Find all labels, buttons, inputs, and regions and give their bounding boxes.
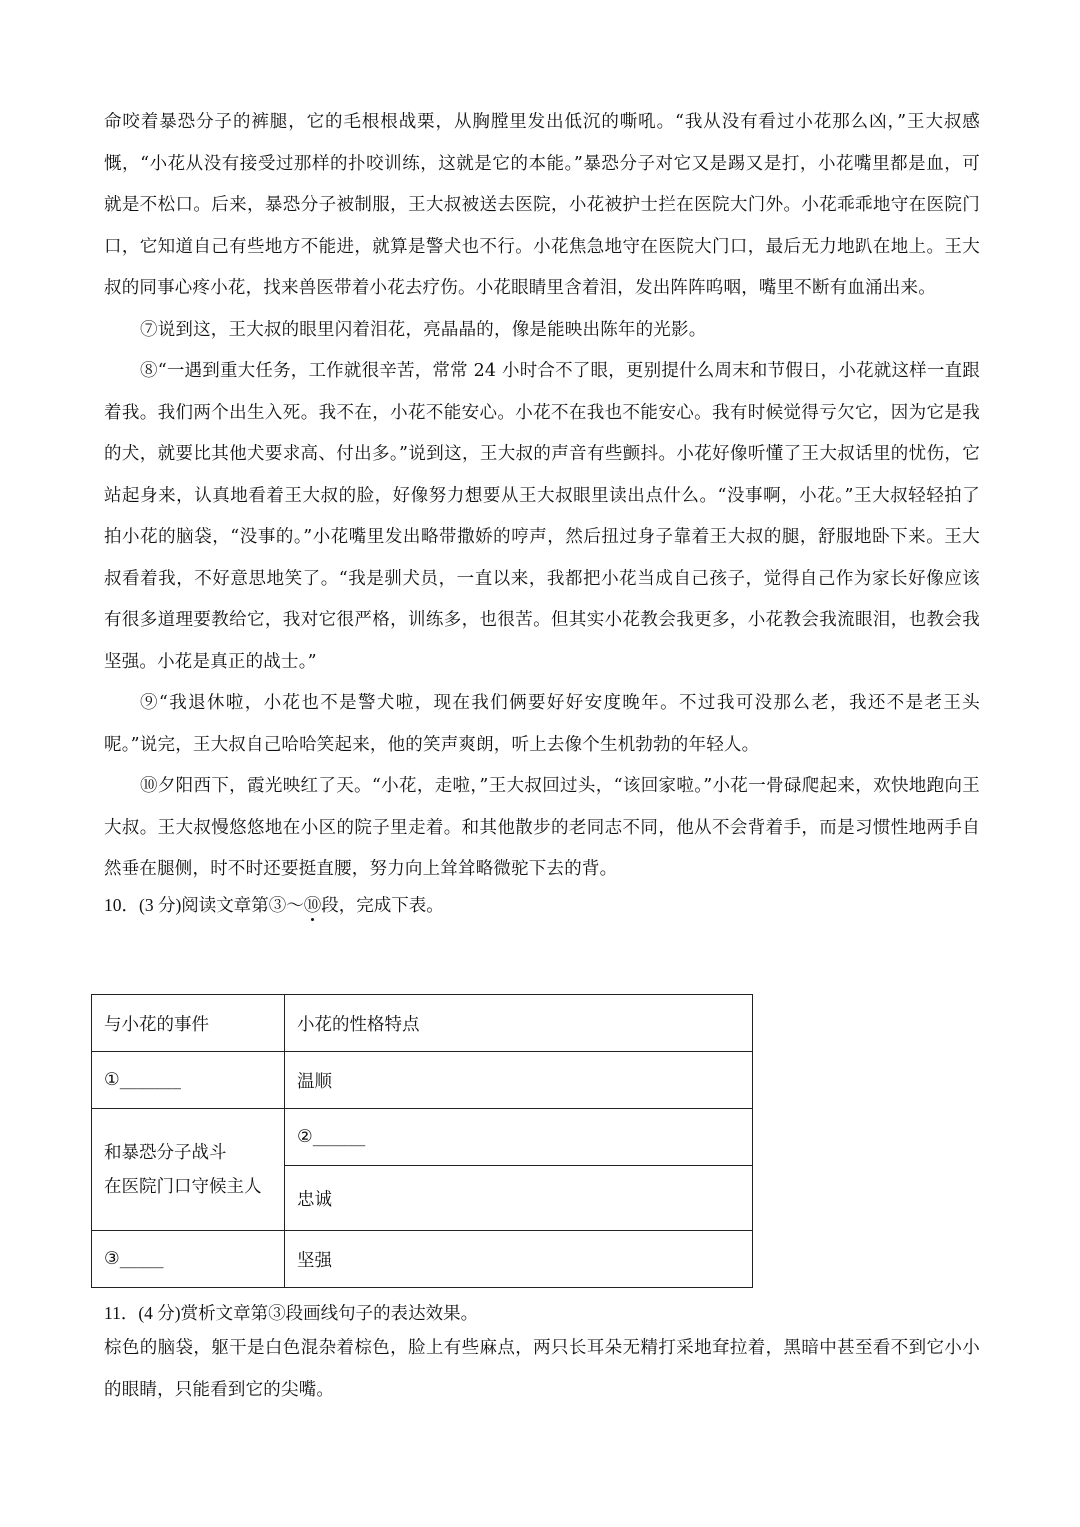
paragraph-6-continued: 命咬着暴恐分子的裤腿，它的毛根根战栗，从胸膛里发出低沉的嘶吼。“我从没有看过小花那么凶，”王大叔感慨，“小花从没有接受过那样的扑咬训练，这就是它的本能。”暴恐分子对它又是踢又是打，小花嘴里都是血，可就是不松口。后来，暴恐分子被制服，王大叔被送去医院，小花被护士拦在医院大门外。小花乖乖地守在医院门口，它知道自己有些地方不能进，就算是警犬也不行。小花焦急地守在医院大门口，最后无力地趴在地上。王大叔的同事心疼小花，找来兽医带着小花去疗伤。小花眼睛里含着泪，发出阵阵呜咽，嘴里不断有血涌出来。 (104, 112, 980, 298)
paragraph-10: ⑩夕阳西下，霞光映红了天。“小花，走啦，”王大叔回过头，“该回家啦。”小花一骨碌爬起来，欢快地跑向王大叔。王大叔慢悠悠地在小区的院子里走着。和其他散步的老同志不同，他从不会背着手，而是习惯性地两手自然垂在腿侧，时不时还要挺直腰，努力向上耸耸略微驼下去的背。 (104, 776, 980, 879)
table-row (92, 1109, 753, 1166)
question-11-title: 11．(4 分)赏析文章第③段画线句子的表达效果。 (104, 1303, 479, 1323)
header-event: 与小花的事件 (92, 995, 285, 1052)
question-10-prefix: 10．(3 分)阅读文章第③～ (104, 894, 304, 915)
trait-3: 坚强 (285, 1231, 753, 1288)
paragraph-8: ⑧“一遇到重大任务，工作就很辛苦，常常 24 小时合不了眼，更别提什么周末和节假日，小花就这样一直跟着我。我们两个出生入死。我不在，小花不能安心。小花不在我也不能安心。我有时候觉得亏欠它，因为它是我的犬，就要比其他犬要求高、付出多。”说到这，王大叔的声音有些颤抖。小花好像听懂了王大叔话里的忧伤，它站起身来，认真地看着王大叔的脸，好像努力想要从王大叔眼里读出点什么。“没事啊，小花。”王大叔轻轻拍了拍小花的脑袋，“没事的。”小花嘴里发出略带撒娇的哼声，然后扭过身子靠着王大叔的腿，舒服地卧下来。王大叔看着我，不好意思地笑了。“我是驯犬员，一直以来，我都把小花当成自己孩子，觉得自己作为家长好像应该有很多道理要教给它，我对它很严格，训练多，也很苦。但其实小花教会我更多，小花教会我流眼泪，也教会我坚强。小花是真正的战士。” (104, 361, 980, 672)
table-row (92, 1052, 753, 1109)
header-trait: 小花的性格特点 (285, 995, 753, 1052)
passage (104, 102, 980, 919)
question-10-dotted: ⑩ (303, 894, 322, 915)
question-10 (104, 891, 980, 919)
question-11-sentence: 棕色的脑袋，躯干是白色混杂着棕色，脸上有些麻点，两只长耳朵无精打采地耷拉着，黑暗中甚至看不到它小小的眼睛，只能看到它的尖嘴。 (104, 1338, 980, 1400)
event-2-line-1: 和暴恐分子战斗 (104, 1142, 227, 1163)
trait-1: 温顺 (285, 1052, 753, 1109)
paragraph-7: ⑦说到这，王大叔的眼里闪着泪花，亮晶晶的，像是能映出陈年的光影。 (140, 319, 707, 340)
event-blank-3[interactable]: ③_____ (92, 1231, 285, 1288)
answer-table (91, 994, 753, 1288)
paragraph-9: ⑨“我退休啦，小花也不是警犬啦，现在我们俩要好好安度晚年。不过我可没那么老，我还不是老王头呢。”说完，王大叔自己哈哈笑起来，他的笑声爽朗，听上去像个生机勃勃的年轻人。 (104, 693, 980, 755)
table-header-row (92, 995, 753, 1052)
event-2-line-2: 在医院门口守候主人 (104, 1176, 262, 1197)
question-10-suffix: 段，完成下表。 (321, 894, 444, 915)
trait-blank-2[interactable]: ②______ (285, 1109, 753, 1166)
trait-2b: 忠诚 (285, 1166, 753, 1231)
table-row (92, 1231, 753, 1288)
event-2 (92, 1109, 285, 1231)
event-blank-1[interactable]: ①_______ (92, 1052, 285, 1109)
question-11 (104, 1299, 980, 1411)
